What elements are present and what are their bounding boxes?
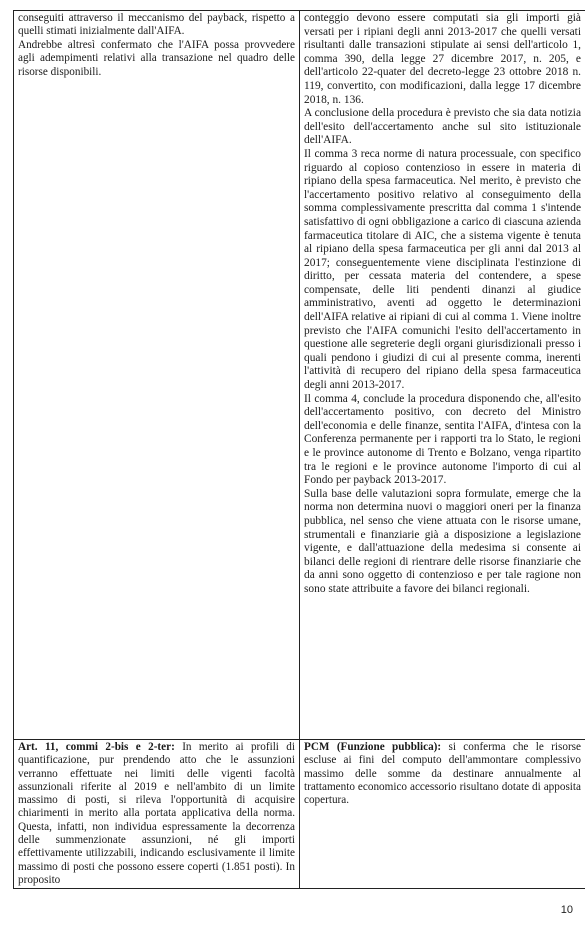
paragraph: conseguiti attraverso il meccanismo del payback, rispetto a quelli stimati inizialmente dall'AIFA. — [18, 12, 295, 38]
paragraph: Sulla base delle valutazioni sopra formulate, emerge che la norma non determina nuovi o maggiori oneri per la finanza pubblica, nel senso che viene attuata con le risorse umane, strumentali e finanziarie già a disposizione a legislazione vigente, e dall'attuazione della medesima si consente ai bilanci delle regioni di rientrare delle risorse finanziarie che da anni sono oggetto di contenzioso e per tale ragione non sono state attribuite a favore dei bilanci regionali. — [304, 487, 581, 595]
left-cell-observations — [14, 11, 300, 740]
response-heading: PCM (Funzione pubblica): — [304, 741, 442, 753]
article-heading: Art. 11, commi 2-bis e 2-ter: — [18, 741, 175, 753]
paragraph: conteggio devono essere computati sia gli importi già versati per i ripiani degli anni 2013-2017 che quelli versati risultanti dalle transazioni stipulate ai sensi dell'articolo 1, comma 390, della legge 27 dicembre 2017, n. 205, e dell'articolo 22-quater del decreto-legge 23 ottobre 2018 n. 119, convertito, con modificazioni, dalla legge 17 dicembre 2018, n. 136. — [304, 12, 581, 106]
right-cell-responses — [300, 11, 585, 740]
table-row — [14, 11, 585, 740]
left-cell-art11 — [14, 740, 300, 889]
article-body: In merito ai profili di quantificazione, pur prendendo atto che le assunzioni verranno effettuate nei limiti delle vigenti facoltà assunzionali riferite al 2019 e nell'ambito di un limite massimo di posti, si rileva l'opportunità di acquisire chiarimenti in merito alla portata applicativa della norma. Questa, infatti, non individua espressamente la decorrenza delle summenzionate assunzioni, né gli importi effettivamente utilizzabili, indicando esclusivamente il limite massimo di posti che possono essere coperti (1.851 posti). In proposito — [18, 741, 295, 886]
page-number: 10 — [560, 904, 573, 916]
right-cell-pcm — [300, 740, 585, 889]
paragraph — [18, 741, 295, 887]
paragraph: A conclusione della procedura è previsto che sia data notizia dell'esito dell'accertamento anche sul sito istituzionale dell'AIFA. — [304, 107, 581, 147]
parliamentary-response-table — [13, 10, 585, 889]
paragraph: Il comma 3 reca norme di natura processuale, con specifico riguardo al copioso contenzioso in essere in materia di ripiano della spesa farmaceutica. Nel merito, è previsto che l'accertamento positivo relativo al conseguimento della somma complessivamente prescritta dal comma 1 s'intende satisfattivo di ogni obbligazione a carico di ciascuna azienda farmaceutica titolare di AIC, che a sistema vigente è tenuta al ripiano della spesa farmaceutica per gli anni dal 2013 al 2017; conseguentemente viene disciplinata l'estinzione di diritto, per cessata materia del contendere, a spese compensate, delle liti pendenti dinanzi al giudice amministrativo, aventi ad oggetto le determinazioni dell'AIFA relative ai ripiani di cui al comma 1. Viene inoltre previsto che l'AIFA comunichi l'esito dell'accertamento in questione alle segreterie degli organi giurisdizionali presso i quali pendono i giudizi di cui al presente comma, inerenti l'attività di recupero del ripiano della spesa farmaceutica degli anni 2013-2017. — [304, 147, 581, 392]
paragraph: Andrebbe altresì confermato che l'AIFA possa provvedere agli adempimenti relativi alla transazione nel quadro delle risorse disponibili. — [18, 38, 295, 78]
response-body: si conferma che le risorse escluse ai fini del computo dell'ammontare complessivo massimo delle somme da destinare annualmente al trattamento economico accessorio risultano dotate di apposita copertura. — [304, 741, 581, 807]
paragraph: Il comma 4, conclude la procedura disponendo che, all'esito dell'accertamento positivo, con decreto del Ministro dell'economia e delle finanze, sentita l'AIFA, d'intesa con la Conferenza permanente per i rapporti tra lo Stato, le regioni e le province autonome di Trento e Bolzano, venga ripartito tra le regioni e le province autonome l'importo di cui al Fondo per payback 2013-2017. — [304, 392, 581, 487]
paragraph — [304, 741, 581, 807]
table-row — [14, 740, 585, 889]
